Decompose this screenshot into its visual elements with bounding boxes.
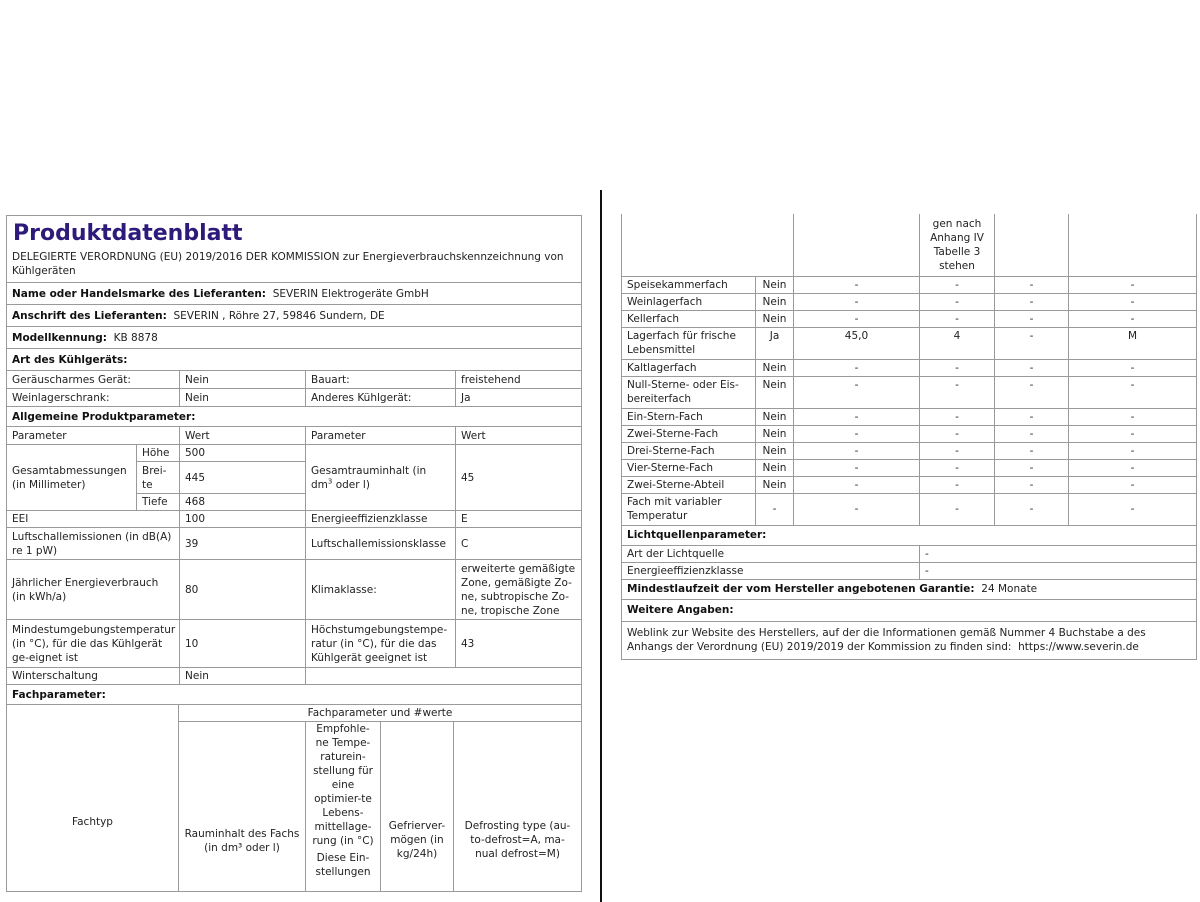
compartment-defrost: - [1069,276,1197,293]
param-value: freistehend [456,371,582,389]
compartment-temp: - [920,459,995,476]
address-label: Anschrift des Lieferanten: [12,309,167,322]
col-header-parameter: Parameter [7,427,180,445]
page-divider [600,190,602,902]
param-label: Jährlicher Energieverbrauch (in kWh/a) [7,560,180,620]
supplier-value: SEVERIN Elektrogeräte GmbH [272,287,429,300]
total-volume-label-text: Gesamtrauminhalt (in dm [311,464,427,491]
empty-cell [306,668,582,685]
appliance-type-row [7,371,582,389]
compartment-present: Nein [756,310,794,327]
compartment-type: Ein-Stern-Fach [622,408,756,425]
light-heading: Lichtquellenparameter: [622,525,1197,545]
dimensions-label: Gesamtabmessungen (in Millimeter) [7,445,137,511]
compartment-present: Nein [756,276,794,293]
general-header-row [7,427,582,445]
supplier-row [7,283,582,305]
param-value: C [456,528,582,560]
light-row [622,545,1197,562]
compartment-temp: - [920,442,995,459]
compartment-temp: - [920,293,995,310]
dimension-name: Brei-te [137,462,180,494]
compartment-defrost: - [1069,493,1197,525]
compartment-freeze: - [995,459,1069,476]
total-volume-label [306,445,456,511]
compartment-defrost: - [1069,359,1197,376]
light-value: - [920,545,1197,562]
general-heading: Allgemeine Produktparameter: [7,407,582,427]
warranty-value: 24 Monate [981,583,1038,595]
compartment-freeze: - [995,293,1069,310]
param-value: erweiterte gemäßigte Zone, gemäßigte Zo-ne, subtropische Zo-ne, tropische Zone [456,560,582,620]
compartment-freeze: - [995,310,1069,327]
empty-cell [622,214,794,276]
compartment-freeze: - [995,359,1069,376]
col-header-value: Wert [456,427,582,445]
compartment-present: Ja [756,327,794,359]
param-label: Energieeffizienzklasse [306,511,456,528]
compartment-freeze: - [995,276,1069,293]
col-header-temp [306,722,381,892]
light-row [622,562,1197,579]
compartment-row [622,359,1197,376]
compartment-volume: - [794,276,920,293]
compartment-volume: - [794,476,920,493]
general-row [7,620,582,668]
compartment-type: Speisekammerfach [622,276,756,293]
param-value: 39 [180,528,306,560]
compartment-row [622,459,1197,476]
header-continuation-row [622,214,1197,276]
compartment-freeze: - [995,442,1069,459]
empty-cell [995,214,1069,276]
compartment-volume: - [794,310,920,327]
compartment-present: Nein [756,293,794,310]
compartment-present: Nein [756,476,794,493]
compartment-temp: - [920,310,995,327]
compartment-defrost: - [1069,459,1197,476]
empty-cell [794,214,920,276]
compartment-defrost: M [1069,327,1197,359]
empty-cell [1069,214,1197,276]
compartment-freeze: - [995,476,1069,493]
compartment-defrost: - [1069,310,1197,327]
param-value: Nein [180,371,306,389]
compartment-present: Nein [756,359,794,376]
total-volume-label-tail: oder l) [332,478,370,491]
light-label: Energieeffizienzklasse [622,562,920,579]
dimension-value: 445 [180,462,306,494]
compartment-present: Nein [756,425,794,442]
further-text: Weblink zur Website des Herstellers, auf der die Informationen gemäß Nummer 4 Buchstabe a des Anhangs der Verordnung (EU) 2019/2019 der Kommission zu finden sind: [627,627,1146,653]
param-value: Nein [180,389,306,407]
compartment-present: Nein [756,442,794,459]
compartment-temp: 4 [920,327,995,359]
compartment-row [622,327,1197,359]
compartment-type: Null-Sterne- oder Eis-bereiterfach [622,376,756,408]
compartment-row [622,293,1197,310]
param-label: Winterschaltung [7,668,180,685]
compartment-volume: - [794,376,920,408]
address-row [7,305,582,327]
compartment-row [622,493,1197,525]
col-header-freeze: Gefrierver-mögen (in kg/24h) [381,722,454,892]
col-header-temp-text: Empfohle-ne Tempe-raturein-stellung für eine optimier-te Lebens-mittellage-rung (in °C) [312,723,374,847]
compartment-freeze: - [995,376,1069,408]
compartment-row [622,442,1197,459]
dimension-value: 500 [180,445,306,462]
light-value: - [920,562,1197,579]
compartment-type: Weinlagerfach [622,293,756,310]
param-label: Klimaklasse: [306,560,456,620]
further-heading: Weitere Angaben: [622,599,1197,621]
datasheet-table-left [6,215,582,705]
total-volume-value: 45 [456,445,582,511]
further-text-cell [622,621,1197,659]
group-header: Fachparameter und #werte [179,705,582,722]
compartment-defrost: - [1069,293,1197,310]
param-value: 100 [180,511,306,528]
manufacturer-link[interactable]: https://www.severin.de [1018,641,1139,653]
warranty-label: Mindestlaufzeit der vom Hersteller angebotenen Garantie: [627,583,975,595]
col-header-temp-continued: gen nach Anhang IV Tabelle 3 stehen [920,214,995,276]
compartment-volume: - [794,442,920,459]
col-header-parameter: Parameter [306,427,456,445]
compartment-freeze: - [995,425,1069,442]
compartment-type: Vier-Sterne-Fach [622,459,756,476]
compartment-volume: - [794,408,920,425]
compartment-heading: Fachparameter: [7,685,582,705]
compartment-defrost: - [1069,425,1197,442]
col-header-defrost: Defrosting type (au-to-defrost=A, ma-nual defrost=M) [454,722,582,892]
dimension-value: 468 [180,494,306,511]
model-row [7,327,582,349]
compartment-header-table [6,704,582,892]
compartment-present: Nein [756,376,794,408]
compartment-volume: - [794,359,920,376]
compartment-table [621,214,1197,660]
compartment-defrost: - [1069,476,1197,493]
compartment-defrost: - [1069,376,1197,408]
compartment-temp: - [920,276,995,293]
compartment-temp: - [920,476,995,493]
compartment-type: Kaltlagerfach [622,359,756,376]
param-label: Weinlagerschrank: [7,389,180,407]
param-value: Nein [180,668,306,685]
compartment-temp: - [920,376,995,408]
dimension-name: Tiefe [137,494,180,511]
superscript: 3 [327,477,333,485]
compartment-row [622,276,1197,293]
compartment-type: Zwei-Sterne-Fach [622,425,756,442]
compartment-defrost: - [1069,408,1197,425]
param-value: 80 [180,560,306,620]
compartment-defrost: - [1069,442,1197,459]
datasheet-page-left [6,215,581,892]
param-value: 43 [456,620,582,668]
winter-row [7,668,582,685]
compartment-row [622,310,1197,327]
light-label: Art der Lichtquelle [622,545,920,562]
compartment-volume: 45,0 [794,327,920,359]
compartment-type: Fach mit variabler Temperatur [622,493,756,525]
compartment-temp: - [920,493,995,525]
param-value: E [456,511,582,528]
param-label: EEI [7,511,180,528]
compartment-volume: - [794,493,920,525]
compartment-freeze: - [995,493,1069,525]
warranty-row [622,579,1197,599]
compartment-present: Nein [756,408,794,425]
compartment-type: Lagerfach für frische Lebensmittel [622,327,756,359]
general-row [7,528,582,560]
compartment-type: Drei-Sterne-Fach [622,442,756,459]
compartment-present: - [756,493,794,525]
compartment-row [622,425,1197,442]
supplier-label: Name oder Handelsmarke des Lieferanten: [12,287,266,300]
compartment-row [622,408,1197,425]
compartment-volume: - [794,459,920,476]
compartment-type: Zwei-Sterne-Abteil [622,476,756,493]
col-header-temp-text-2: Diese Ein-stellungen [315,852,371,878]
dimension-name: Höhe [137,445,180,462]
param-label: Anderes Kühlgerät: [306,389,456,407]
col-header-value: Wert [180,427,306,445]
compartment-temp: - [920,425,995,442]
param-label: Höchstumgebungstempe-ratur (in °C), für die das Kühlgerät geeignet ist [306,620,456,668]
compartment-freeze: - [995,327,1069,359]
compartment-row [622,376,1197,408]
model-label: Modellkennung: [12,331,107,344]
page-title: Produktdatenblatt [7,216,582,249]
param-label: Luftschallemissionsklasse [306,528,456,560]
param-label: Luftschallemissionen (in dB(A) re 1 pW) [7,528,180,560]
model-value: KB 8878 [113,331,158,344]
param-label: Geräuscharmes Gerät: [7,371,180,389]
col-header-fachtyp: Fachtyp [7,705,179,892]
compartment-freeze: - [995,408,1069,425]
compartment-type: Kellerfach [622,310,756,327]
compartment-volume: - [794,425,920,442]
col-header-volume: Rauminhalt des Fachs (in dm³ oder l) [179,722,306,892]
param-value: 10 [180,620,306,668]
appliance-type-row [7,389,582,407]
param-value: Ja [456,389,582,407]
address-value: SEVERIN , Röhre 27, 59846 Sundern, DE [173,309,385,322]
datasheet-page-right [621,214,1196,660]
compartment-present: Nein [756,459,794,476]
general-row [7,560,582,620]
compartment-row [622,476,1197,493]
general-row [7,511,582,528]
compartment-temp: - [920,408,995,425]
compartment-temp: - [920,359,995,376]
param-label: Bauart: [306,371,456,389]
appliance-type-heading: Art des Kühlgeräts: [7,349,582,371]
param-label: Mindestumgebungstemperatur (in °C), für die das Kühlgerät ge-eignet ist [7,620,180,668]
compartment-volume: - [794,293,920,310]
regulation-text: DELEGIERTE VERORDNUNG (EU) 2019/2016 DER KOMMISSION zur Energieverbrauchskennzeichnung von Kühlgeräten [7,248,582,283]
